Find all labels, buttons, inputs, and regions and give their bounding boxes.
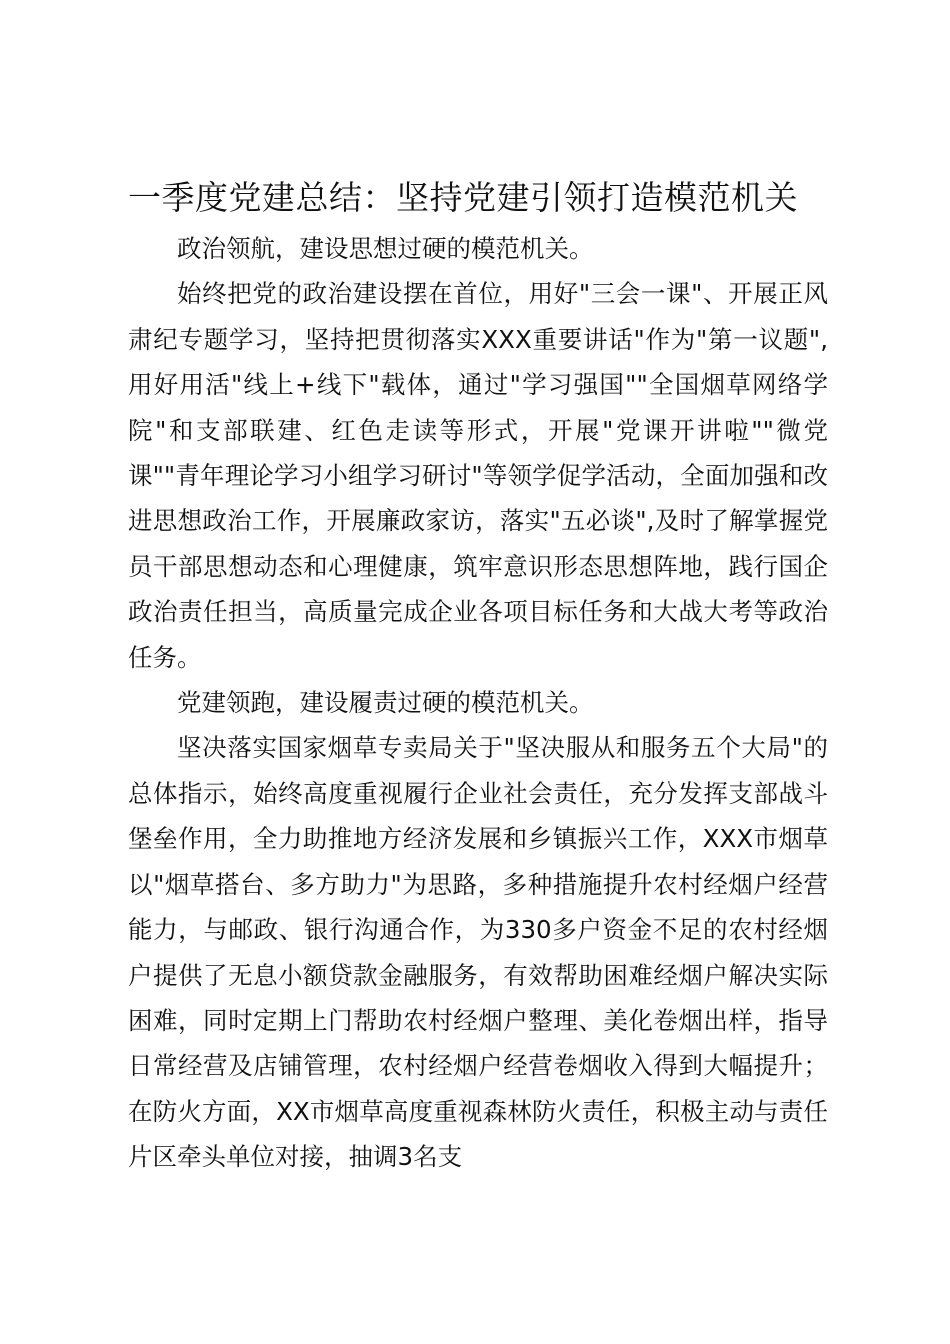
body-paragraph-party-building: 坚决落实国家烟草专卖局关于"坚决服从和服务五个大局"的总体指示，始终高度重视履行企业社会责任，充分发挥支部战斗堡垒作用，全力助推地方经济发展和乡镇振兴工作，XXX市烟草以"烟草搭台、多方助力"为思路，多种措施提升农村经烟户经营能力，与邮政、银行沟通合作，为330多户资金不足的农村经烟户提供了无息小额贷款金融服务，有效帮助困难经烟户解决实际困难，同时定期上门帮助农村经烟户整理、美化卷烟出样，指导日常经营及店铺管理，农村经烟户经营卷烟收入得到大幅提升；在防火方面，XX市烟草高度重视森林防火责任，积极主动与责任片区牵头单位对接，抽调3名支 bbox=[128, 733, 828, 1172]
section-heading-political: 政治领航，建设思想过硬的模范机关。 bbox=[177, 234, 594, 263]
section-heading-party-building: 党建领跑，建设履责过硬的模范机关。 bbox=[177, 688, 594, 718]
body-paragraph-political: 始终把党的政治建设摆在首位，用好"三会一课"、开展正风肃纪专题学习，坚持把贯彻落实XXX重要讲话"作为"第一议题",用好用活"线上+线下"载体，通过"学习强国""全国烟草网络学院"和支部联建、红色走读等形式，开展"党课开讲啦""微党课""青年理论学习小组学习研讨"等领学促学活动，全面加强和改进思想政治工作，开展廉政家访，落实"五必谈",及时了解掌握党员干部思想动态和心理健康，筑牢意识形态思想阵地，践行国企政治责任担当，高质量完成企业各项目标任务和大战大考等政治任务。 bbox=[128, 279, 828, 672]
document-title: 一季度党建总结：坚持党建引领打造模范机关 bbox=[128, 178, 798, 217]
document-page bbox=[128, 170, 828, 1180]
